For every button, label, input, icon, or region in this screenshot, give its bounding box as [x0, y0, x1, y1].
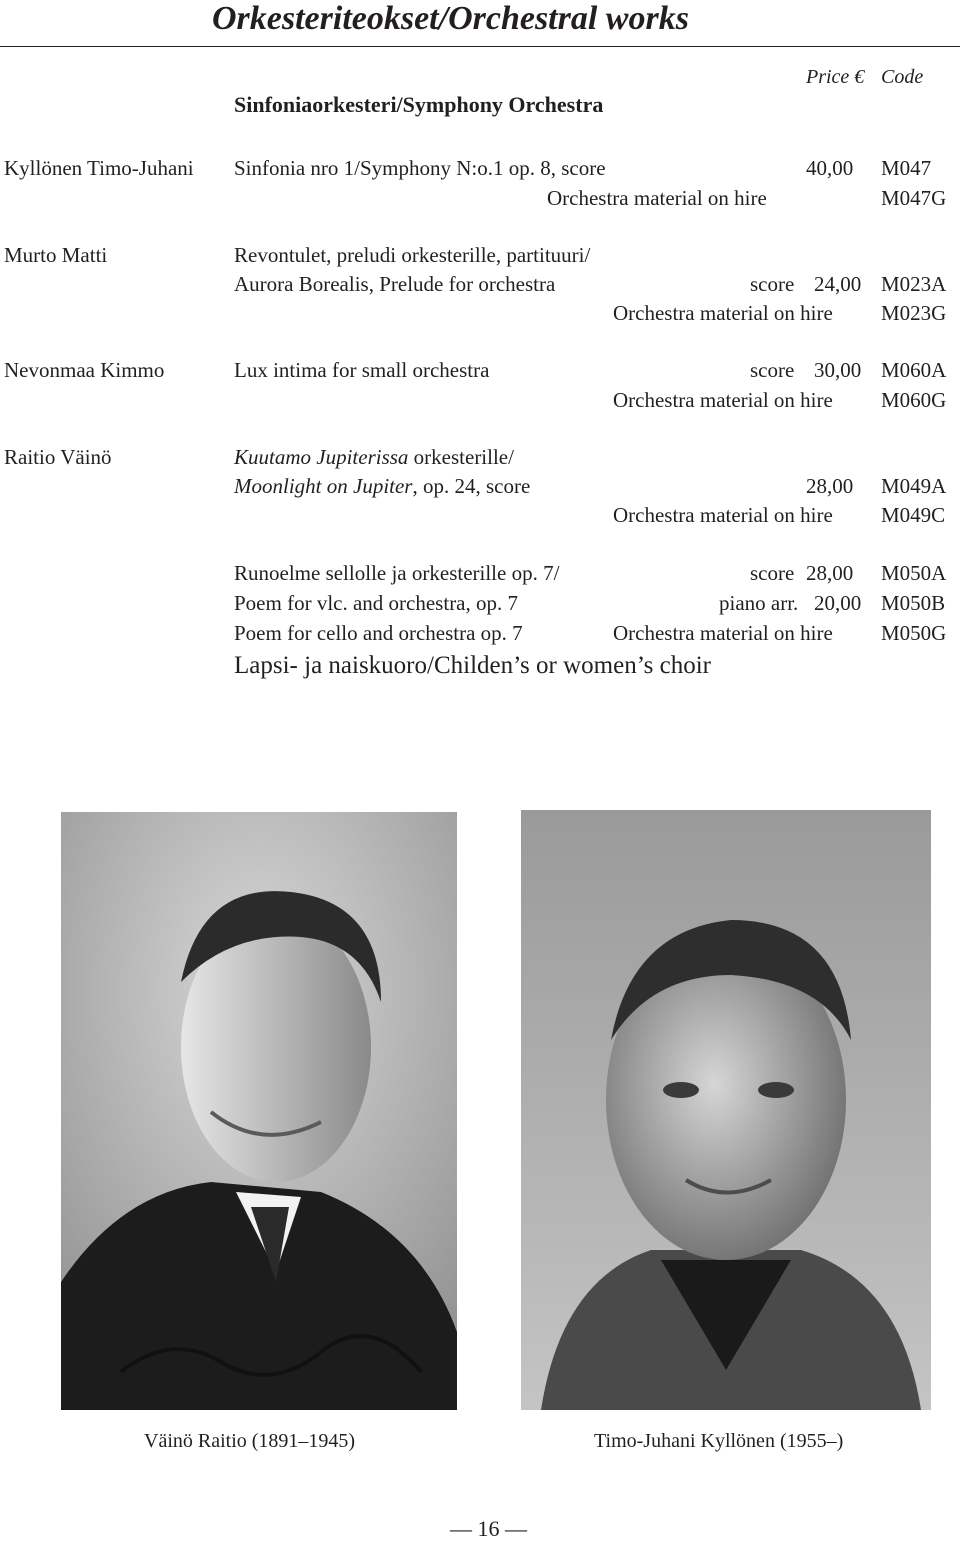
portrait-illustration [61, 812, 457, 1410]
code-column-header: Code [881, 66, 924, 88]
hire-code: M050G [881, 621, 947, 645]
work-title-english: Aurora Borealis, Prelude for orchestra [234, 272, 556, 296]
product-code: M047 [881, 156, 932, 180]
price: 40,00 [806, 156, 854, 180]
work-title [234, 445, 514, 470]
photo-caption-kyllonen: Timo-Juhani Kyllönen (1955–) [594, 1430, 844, 1452]
product-code: M023A [881, 272, 947, 296]
hire-label: Orchestra material on hire [613, 301, 833, 325]
photo-caption-raitio: Väinö Raitio (1891–1945) [144, 1430, 356, 1452]
price: 24,00 [814, 272, 862, 296]
edition-kind: score [750, 561, 795, 585]
work-title: Runoelme sellolle ja orkesterille op. 7/ [234, 561, 560, 585]
hire-code: M023G [881, 301, 947, 325]
price: 20,00 [814, 591, 862, 615]
title-rule [0, 46, 960, 47]
work-title: Sinfonia nro 1/Symphony N:o.1 op. 8, score [234, 156, 606, 180]
hire-label: Orchestra material on hire [613, 503, 833, 527]
hire-label: Orchestra material on hire [613, 621, 833, 645]
hire-code: M060G [881, 388, 947, 412]
composer-name: Murto Matti [4, 243, 108, 267]
page-title: Orkesteriteokset/Orchestral works [212, 0, 689, 37]
composer-name: Kyllönen Timo-Juhani [4, 156, 194, 180]
work-title-rest: orkesterille/ [408, 445, 514, 469]
price: 28,00 [806, 561, 854, 585]
hire-code: M049C [881, 503, 946, 527]
price-column-header: Price € [806, 66, 865, 88]
work-title: Poem for vlc. and orchestra, op. 7 [234, 591, 519, 615]
work-title-english [234, 474, 530, 499]
choir-heading: Lapsi- ja naiskuoro/Childen’s or women’s choir [234, 652, 712, 679]
work-title: Lux intima for small orchestra [234, 358, 490, 382]
product-code: M050B [881, 591, 946, 615]
edition-kind: score [750, 358, 795, 382]
product-code: M050A [881, 561, 947, 585]
portrait-photo-kyllonen [521, 810, 931, 1410]
price: 28,00 [806, 474, 854, 498]
edition-kind: score [750, 272, 795, 296]
work-title: Revontulet, preludi orkesterille, partituuri/ [234, 243, 591, 267]
composer-name: Raitio Väinö [4, 445, 112, 469]
work-title-english-rest: , op. 24, score [412, 474, 531, 498]
edition-kind: piano arr. [719, 591, 799, 615]
section-heading: Sinfoniaorkesteri/Symphony Orchestra [234, 92, 604, 117]
price: 30,00 [814, 358, 862, 382]
work-title: Poem for cello and orchestra op. 7 [234, 621, 523, 645]
portrait-photo-raitio [61, 812, 457, 1410]
page-number: — 16 — [450, 1516, 527, 1541]
work-title-english-italic: Moonlight on Jupiter [234, 474, 413, 498]
composer-name: Nevonmaa Kimmo [4, 358, 165, 382]
product-code: M060A [881, 358, 947, 382]
hire-label: Orchestra material on hire [613, 388, 833, 412]
hire-code: M047G [881, 186, 947, 210]
portrait-illustration [521, 810, 931, 1410]
work-title-italic: Kuutamo Jupiterissa [234, 445, 409, 469]
hire-label: Orchestra material on hire [547, 186, 767, 210]
product-code: M049A [881, 474, 947, 498]
